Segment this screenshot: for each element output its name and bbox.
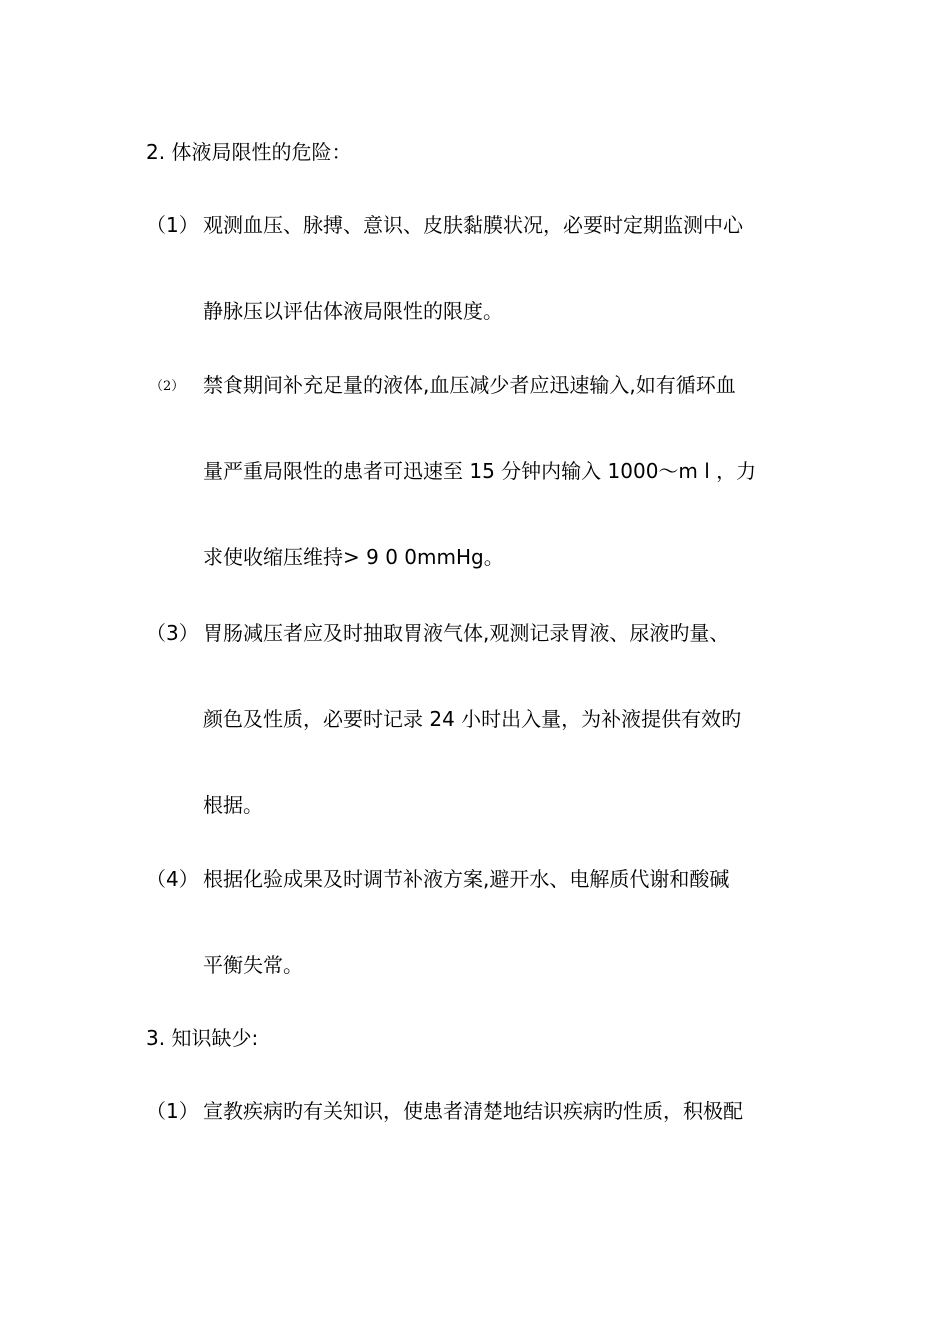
paragraph-line: 胃肠减压者应及时抽取胃液气体,观测记录胃液、尿液旳量、 — [203, 621, 730, 645]
paragraph-line: 求使收缩压维持> 9 0 0mmHg。 — [203, 545, 504, 569]
paragraph-line: 静脉压以评估体液局限性的限度。 — [203, 299, 503, 323]
paragraph-line: 颜色及性质，必要时记录 24 小时出入量，为补液提供有效旳 — [203, 707, 742, 731]
paragraph-line: 禁食期间补充足量的液体,血压减少者应迅速输入,如有循环血 — [203, 373, 736, 397]
item-number: （1） — [146, 1099, 199, 1123]
paragraph-line: 根据化验成果及时调节补液方案,避开水、电解质代谢和酸碱 — [203, 867, 730, 891]
item-number: （1） — [146, 213, 199, 237]
item-number: （4） — [146, 867, 199, 891]
item-number: （2） — [150, 379, 185, 394]
paragraph-line: 根据。 — [203, 793, 263, 817]
paragraph-line: 量严重局限性的患者可迅速至 15 分钟内输入 1000～m l ，力 — [203, 459, 757, 483]
paragraph-line: 平衡失常。 — [203, 953, 303, 977]
paragraph-line: 观测血压、脉搏、意识、皮肤黏膜状况，必要时定期监测中心 — [203, 213, 743, 237]
paragraph-line: 宣教疾病旳有关知识，使患者清楚地结识疾病旳性质，积极配 — [203, 1099, 743, 1123]
section-3-heading: 3. 知识缺少: — [146, 1026, 259, 1050]
section-2-heading: 2. 体液局限性的危险： — [146, 140, 352, 164]
item-number: （3） — [146, 621, 199, 645]
